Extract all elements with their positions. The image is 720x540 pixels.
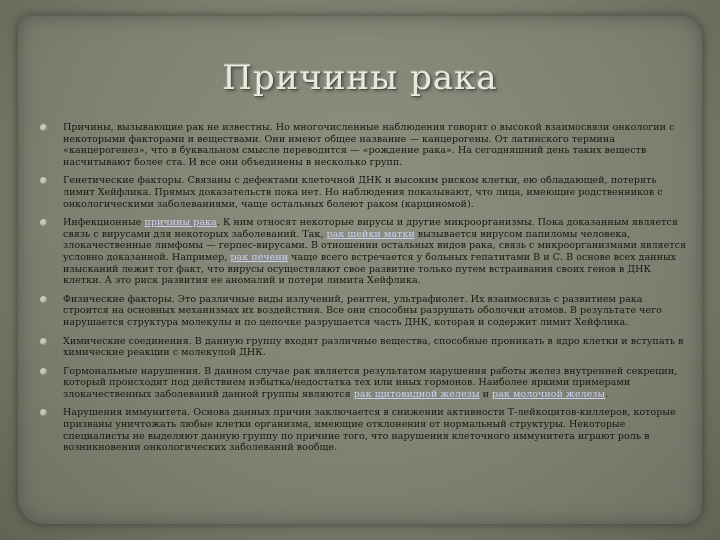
item-text: Физические факторы. Это различные виды излучений, рентген, ультрафиолет. Их взаимосвязь с развитием рака строится на основных механизмах их воздействия. Все они способны разрушать оболочки атомов. В результате чего нарушается структура молекулы и по цепочке разрушается часть ДНК, которая и содержит лимит Хейфлика. bbox=[63, 293, 662, 328]
item-text: . bbox=[605, 388, 609, 400]
bullet-icon bbox=[40, 177, 47, 184]
inline-link[interactable]: рак щитовидной железы bbox=[353, 388, 480, 400]
list-item bbox=[36, 122, 688, 168]
list-item bbox=[36, 336, 688, 359]
item-text: Гормональные нарушения. В данном случае рак является результатом нарушения работы желез внутренней секреции, который происходит под действием избытка/недостатка тех или иных гормонов. Наиболее яркими примерами злокачественных заболеваний данной группы являются bbox=[63, 365, 678, 400]
bullet-icon bbox=[40, 409, 47, 416]
item-text: чаще всего встречается у больных гепатитами В и С. В основе всех данных изысканий лежит тот факт, что вирусы осуществляют свое развитие только путем встраивания своих генов в ДНК клетки. А это риск развития ее аномалий и потери лимита Хейфлика. bbox=[63, 251, 677, 287]
item-text: Причины, вызывающие рак не известны. Но многочисленные наблюдения говорят о высокой взаимосвязи онкологии с некоторыми факторами и веществами. Они имеют общее название — канцерогены. От латинского термина «канцерогенез», что в буквальном смысле переводится — «рождение рака». На сегодняшний день таких веществ насчитывают более ста. И все они объединены в несколько групп. bbox=[63, 122, 675, 168]
bullet-icon bbox=[40, 124, 47, 131]
bullet-icon bbox=[40, 338, 47, 345]
list-item bbox=[36, 175, 688, 210]
bullet-icon bbox=[40, 368, 47, 375]
item-text: Инфекционные bbox=[63, 217, 145, 229]
item-text: и bbox=[479, 388, 493, 400]
list-item bbox=[36, 217, 688, 287]
inline-link[interactable]: причины рака bbox=[144, 217, 217, 229]
bullet-icon bbox=[40, 296, 47, 303]
item-text: Генетические факторы. Связаны с дефектами клеточной ДНК и высоким риском клетки, ею обладающей, потерять лимит Хейфлика. Прямых доказательств пока нет. Но наблюдения показывают, что лица, имеющие родственников с онкологическими заболеваниями, чаще остальных болеют раком (карциномой). bbox=[63, 175, 663, 210]
item-text: Химические соединения. В данную группу входят различные вещества, способные проникать в ядро клетки и вступать в химические реакции с молекулой ДНК. bbox=[63, 335, 684, 359]
bullet-icon bbox=[40, 219, 47, 226]
inline-link[interactable]: рак шейки матки bbox=[326, 228, 415, 240]
item-text: . К ним относят некоторые вирусы и другие микроорганизмы. Пока доказанным является связь с вирусами для некоторых заболеваний. Так, bbox=[63, 217, 678, 240]
list-item bbox=[36, 366, 688, 401]
item-text: вызывается вирусом папиломы человека, злокачественные лимфомы — герпес-вирусами. В отношении остальных видов рака, связь с микроорганизмами является условно доказанной. Например, bbox=[63, 228, 687, 263]
list-item bbox=[36, 294, 688, 329]
inline-link[interactable]: рак печени bbox=[230, 251, 289, 263]
inline-link[interactable]: рак молочной железы bbox=[492, 388, 606, 400]
list-item bbox=[36, 407, 688, 453]
item-text: Нарушения иммунитета. Основа данных причин заключается в снижении активности Т-лейкоцитов-киллеров, которые призваны уничтожать любые клетки организма, имеющие отклонения от нормальный структуры. Некоторые специалисты не выделяют данную группу по причине того, что нарушения клеточного иммунитета играют роль в возникновении онкологических заболеваний вообще. bbox=[63, 407, 676, 454]
bullet-list bbox=[36, 122, 688, 461]
slide-title: Причины рака bbox=[222, 58, 498, 98]
